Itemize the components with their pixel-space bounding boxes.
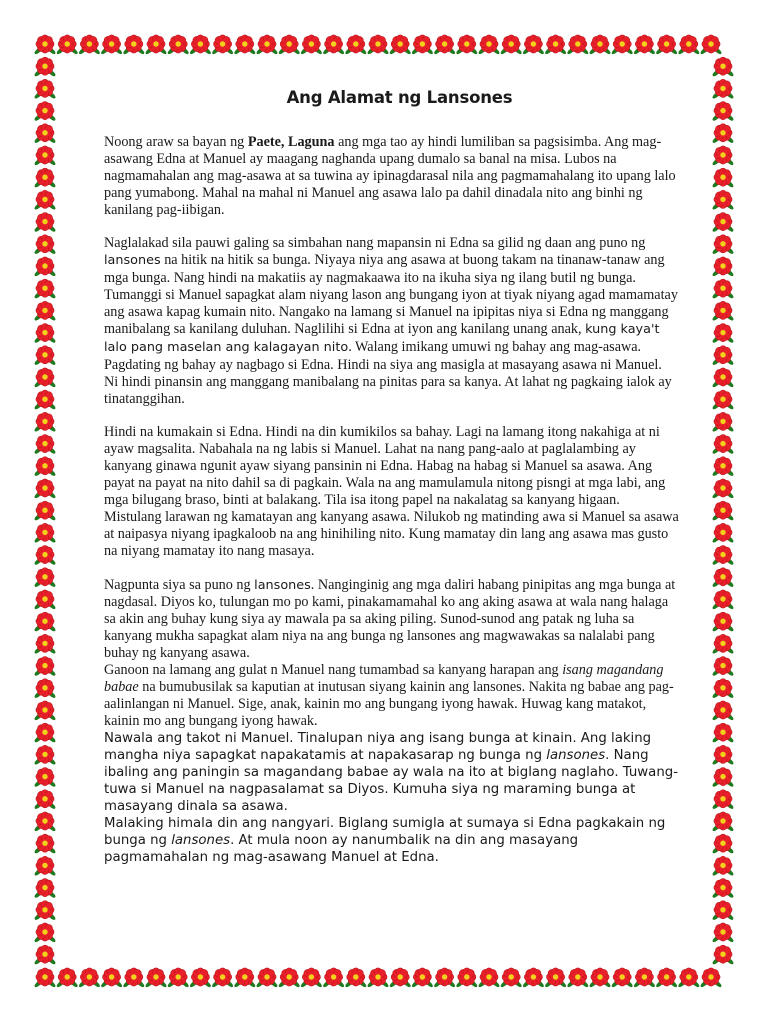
red-flower-icon (699, 968, 722, 988)
red-flower-icon (711, 213, 734, 233)
red-flower-icon (33, 168, 56, 188)
red-flower-icon (711, 546, 734, 566)
red-flower-icon (233, 968, 256, 988)
paragraph-5: Nagpunta siya sa puno ng lansones. Nanginginig ang mga daliri habang pinipitas ang mga bunga at nagdasal. Diyos ko, tulungan mo po kami, pinakamamahal ko ang aking asawa at wala nang halaga sa akin ang buhay kung siya ay mawala pa sa aking piling. Sunod-sunod ang patak ng luha sa kanyang mukha sapagkat alam niya na ang bunga ng lansones ang magwawakas sa nalalabi pang buhay ng kanyang asawa. (104, 576, 676, 662)
red-flower-icon (33, 923, 56, 943)
red-flower-icon (711, 102, 734, 122)
red-flower-icon (33, 501, 56, 521)
fruit-name: lansones (254, 577, 311, 593)
red-flower-icon (33, 679, 56, 699)
red-flower-icon (122, 35, 145, 55)
red-flower-icon (33, 634, 56, 654)
red-flower-icon (711, 679, 734, 699)
red-flower-icon (122, 968, 145, 988)
paragraph-2: Naglalakad sila pauwi galing sa simbahan nang mapansin ni Edna sa gilid ng daan ang puno ng lansones na hitik na hitik sa bunga. Niyaya niya ang asawa at buong takam na tinanaw-tanaw ang mga bunga. Nang hindi na makatiis ay nagmakaawa ito na ikuha siya ng ilang butil ng bunga. Tumanggi si Manuel sapagkat alam niyang lason ang bungang iyon at tiyak niyang agad mamamatay ang asawa kapag kumain nito. Nangako na lamang si Manuel na ipipitas niya si Edna ng manggang manibalang sa kanilang duluhan. Naglilihi si Edna at iyon ang kanilang unang anak, kung kaya't lalo pang maselan ang kalagayan nito. Walang imikang umuwi ng bahay ang mag-asawa. (104, 235, 678, 355)
red-flower-icon (677, 35, 700, 55)
red-flower-icon (322, 35, 345, 55)
paragraph-3: Pagdating ng bahay ay nagbago si Edna. Hindi na siya ang masigla at masayang asawa ni Manuel. Ni hindi pinansin ang manggang manibalang na pinitas para sa kanya. At lahat ng pagkaing ialok ay tinatanggihan. (104, 356, 672, 407)
red-flower-icon (711, 590, 734, 610)
red-flower-icon (477, 968, 500, 988)
red-flower-icon (711, 923, 734, 943)
red-flower-icon (233, 35, 256, 55)
red-flower-icon (278, 35, 301, 55)
red-flower-icon (322, 968, 345, 988)
red-flower-icon (300, 35, 323, 55)
red-flower-icon (711, 301, 734, 321)
red-flower-icon (33, 812, 56, 832)
red-flower-icon (33, 612, 56, 632)
red-flower-icon (300, 968, 323, 988)
red-flower-icon (366, 35, 389, 55)
red-flower-icon (33, 479, 56, 499)
red-flower-icon (33, 124, 56, 144)
red-flower-icon (522, 35, 545, 55)
red-flower-icon (633, 968, 656, 988)
red-flower-icon (344, 968, 367, 988)
red-flower-icon (78, 968, 101, 988)
red-flower-icon (711, 324, 734, 344)
red-flower-icon (522, 968, 545, 988)
red-flower-icon (211, 35, 234, 55)
red-flower-icon (33, 856, 56, 876)
red-flower-icon (33, 546, 56, 566)
red-flower-icon (711, 346, 734, 366)
red-flower-icon (633, 35, 656, 55)
red-flower-icon (711, 412, 734, 432)
red-flower-icon (33, 723, 56, 743)
red-flower-icon (711, 812, 734, 832)
red-flower-icon (56, 35, 79, 55)
red-flower-icon (711, 945, 734, 965)
red-flower-icon (711, 790, 734, 810)
red-flower-icon (711, 79, 734, 99)
red-flower-icon (711, 501, 734, 521)
red-flower-icon (711, 768, 734, 788)
red-flower-icon (699, 35, 722, 55)
red-flower-icon (711, 634, 734, 654)
red-flower-icon (33, 257, 56, 277)
red-flower-icon (33, 435, 56, 455)
red-flower-icon (588, 35, 611, 55)
red-flower-icon (33, 834, 56, 854)
red-flower-icon (33, 457, 56, 477)
red-flower-icon (33, 701, 56, 721)
red-flower-icon (100, 35, 123, 55)
red-flower-icon (33, 346, 56, 366)
red-flower-icon (711, 479, 734, 499)
red-flower-icon (711, 124, 734, 144)
red-flower-icon (655, 968, 678, 988)
red-flower-icon (711, 834, 734, 854)
red-flower-icon (711, 57, 734, 77)
red-flower-icon (711, 190, 734, 210)
document-title: Ang Alamat ng Lansones (286, 88, 513, 107)
red-flower-icon (56, 968, 79, 988)
red-flower-icon (711, 368, 734, 388)
red-flower-icon (33, 102, 56, 122)
paragraph-4: Hindi na kumakain si Edna. Hindi na din kumikilos sa bahay. Lagi na lamang itong nakahiga at ni ayaw magsalita. Nabahala na ng labis si Manuel. Lahat na nang pang-aalo at paglalambing ay kanyang ginawa ngunit ayaw siyang pansinin ni Edna. Habag na habag si Manuel sa asawa. Ang payat na payat na nito dahil sa di pagkain. Wala na ang mamulamula nitong pisngi at mga labi, ang mga bilugang braso, binti at balakang. Tila isa itong papel na nakalatag sa kanyang higaan. Mistulang larawan ng kamatayan ang kanyang asawa. Nilukob ng matinding awa si Manuel sa asawa at naipasya niyang ipagkaloob na ang hinihiling nito. Kung mamatay din lang ang asawa mas gusto na niyang mamatay ito nang masaya. (104, 424, 679, 559)
fruit-name: lansones (104, 253, 161, 269)
red-flower-icon (33, 324, 56, 344)
red-flower-icon (711, 523, 734, 543)
place-name: Paete, Laguna (247, 134, 335, 150)
paragraph-6: Ganoon na lamang ang gulat n Manuel nang tumambad sa kanyang harapan ang isang magandang babae na bumubusilak sa kaputian at inutusan siyang kainin ang lansones. Nakita ng babae ang pag-aalinlangan ni Manuel. Sige, anak, kainin mo ang bungang iyong hawak. Huwag kang matakot, kainin mo ang bungang iyong hawak. (104, 662, 674, 729)
red-flower-icon (389, 35, 412, 55)
red-flower-icon (611, 968, 634, 988)
fruit-name: lansones (546, 747, 606, 763)
paragraph-1: Noong araw sa bayan ng Paete, Laguna ang mga tao ay hindi lumiliban sa pagsisimba. Ang mag-asawang Edna at Manuel ay maagang naghanda upang dumalo sa banal na misa. Lubos na nagmamahalan ang mag-asawa at sa tuwina ay ipinagdarasal nila ang pagmamahalang ito upang lalo pang yumabong. Mahal na mahal ni Manuel ang asawa lalo pa dahil dinadala nito ang binhi ng kanilang pag-iibigan. (104, 134, 676, 218)
red-flower-icon (711, 257, 734, 277)
red-flower-icon (588, 968, 611, 988)
red-flower-icon (711, 568, 734, 588)
red-flower-icon (33, 146, 56, 166)
red-flower-icon (677, 968, 700, 988)
red-flower-icon (655, 35, 678, 55)
red-flower-icon (33, 790, 56, 810)
red-flower-icon (455, 968, 478, 988)
red-flower-icon (566, 968, 589, 988)
red-flower-icon (33, 79, 56, 99)
red-flower-icon (33, 745, 56, 765)
red-flower-icon (33, 945, 56, 965)
red-flower-icon (33, 235, 56, 255)
fruit-name: lansones (171, 833, 231, 849)
red-flower-icon (33, 390, 56, 410)
red-flower-icon (33, 590, 56, 610)
paragraph-8: Malaking himala din ang nangyari. Biglang sumigla at sumaya si Edna pagkakain ng bunga ng lansones. At mula noon ay nanumbalik na din ang masayang pagmamahalan ng mag-asawang Manuel at Edna. (104, 816, 666, 866)
red-flower-icon (433, 968, 456, 988)
red-flower-icon (33, 968, 56, 988)
red-flower-icon (33, 190, 56, 210)
red-flower-icon (144, 968, 167, 988)
red-flower-icon (711, 723, 734, 743)
red-flower-icon (211, 968, 234, 988)
red-flower-icon (389, 968, 412, 988)
red-flower-icon (33, 768, 56, 788)
red-flower-icon (544, 968, 567, 988)
red-flower-icon (411, 968, 434, 988)
red-flower-icon (33, 568, 56, 588)
red-flower-icon (711, 390, 734, 410)
red-flower-icon (278, 968, 301, 988)
red-flower-icon (78, 35, 101, 55)
document-body (104, 88, 679, 866)
red-flower-icon (33, 57, 56, 77)
red-flower-icon (500, 968, 523, 988)
red-flower-icon (500, 35, 523, 55)
red-flower-icon (33, 901, 56, 921)
red-flower-icon (100, 968, 123, 988)
red-flower-icon (433, 35, 456, 55)
italic-phrase: isang magandang babae (104, 662, 664, 695)
red-flower-icon (477, 35, 500, 55)
red-flower-icon (711, 435, 734, 455)
red-flower-icon (189, 35, 212, 55)
red-flower-icon (711, 657, 734, 677)
red-flower-icon (33, 213, 56, 233)
red-flower-icon (33, 368, 56, 388)
red-flower-icon (711, 745, 734, 765)
red-flower-icon (167, 968, 190, 988)
paragraph-7: Nawala ang takot ni Manuel. Tinalupan niya ang isang bunga at kinain. Ang laking mangha niya sapagkat napakatamis at napakasarap ng bunga ng lansones. Nang ibaling ang paningin sa magandang babae ay wala na ito at biglang naglaho. Tuwang-tuwa si Manuel na nagpasalamat sa Diyos. Kumuha siya ng maraming bunga at masayang dinala sa asawa. (104, 730, 678, 815)
red-flower-icon (566, 35, 589, 55)
red-flower-icon (711, 457, 734, 477)
red-flower-icon (711, 879, 734, 899)
red-flower-icon (255, 968, 278, 988)
red-flower-icon (344, 35, 367, 55)
red-flower-icon (455, 35, 478, 55)
red-flower-icon (33, 412, 56, 432)
red-flower-icon (711, 701, 734, 721)
red-flower-icon (711, 235, 734, 255)
red-flower-icon (711, 168, 734, 188)
red-flower-icon (711, 612, 734, 632)
red-flower-icon (144, 35, 167, 55)
red-flower-icon (33, 879, 56, 899)
red-flower-icon (711, 901, 734, 921)
red-flower-icon (544, 35, 567, 55)
red-flower-icon (167, 35, 190, 55)
red-flower-icon (33, 523, 56, 543)
red-flower-icon (711, 146, 734, 166)
red-flower-icon (611, 35, 634, 55)
red-flower-icon (366, 968, 389, 988)
red-flower-icon (255, 35, 278, 55)
red-flower-icon (711, 856, 734, 876)
red-flower-icon (711, 279, 734, 299)
red-flower-icon (411, 35, 434, 55)
red-flower-icon (189, 968, 212, 988)
red-flower-icon (33, 35, 56, 55)
red-flower-icon (33, 657, 56, 677)
red-flower-icon (33, 279, 56, 299)
red-flower-icon (33, 301, 56, 321)
